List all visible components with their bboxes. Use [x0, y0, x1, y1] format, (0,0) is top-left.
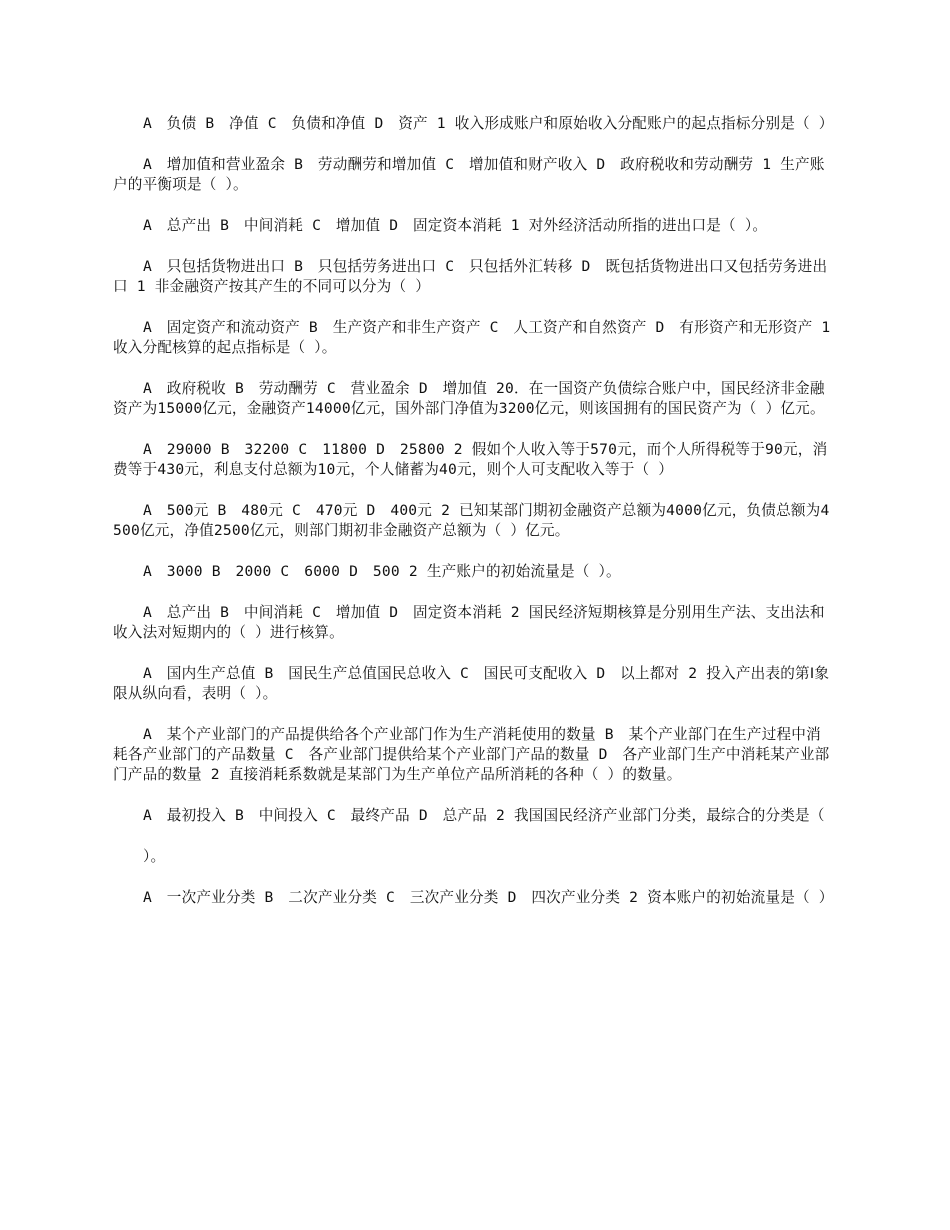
question-paragraph-6: A 政府税收 B 劳动酬劳 C 营业盈余 D 增加值 20．在一国资产负债综合账户中，国民经济非金融资产为15000亿元，金融资产14000亿元，国外部门净值为3200亿元，则该国拥有的国民资产为（ ）亿元。: [113, 380, 825, 417]
question-paragraph-9: A 3000 B 2000 C 6000 D 500 2 生产账户的初始流量是（ ）。: [143, 563, 621, 580]
question-paragraph-4: A 只包括货物进出口 B 只包括劳务进出口 C 只包括外汇转移 D 既包括货物进出口又包括劳务进出口 1 非金融资产按其产生的不同可以分为（ ）: [113, 258, 828, 295]
question-paragraph-12: A 某个产业部门的产品提供给各个产业部门作为生产消耗使用的数量 B 某个产业部门在生产过程中消耗各产业部门的产品数量 C 各产业部门提供给某个产业部门产品的数量 D 各产业部门生产中消耗某产业部门产品的数量 2 直接消耗系数就是某部门为生产单位产品所消耗的各种（ ）的数量。: [113, 726, 830, 783]
question-paragraph-3: A 总产出 B 中间消耗 C 增加值 D 固定资本消耗 1 对外经济活动所指的进出口是（ ）。: [143, 217, 768, 234]
document-body: [113, 114, 833, 929]
question-paragraph-5: A 固定资产和流动资产 B 生产资产和非生产资产 C 人工资产和自然资产 D 有形资产和无形资产 1 收入分配核算的起点指标是（ ）。: [113, 319, 831, 356]
question-paragraph-7: A 29000 B 32200 C 11800 D 25800 2 假如个人收入等于570元，而个人所得税等于90元，消费等于430元，利息支付总额为10元，个人储蓄为40元，则个人可支配收入等于（ ）: [113, 441, 828, 478]
question-paragraph-2: A 增加值和营业盈余 B 劳动酬劳和增加值 C 增加值和财产收入 D 政府税收和劳动酬劳 1 生产账户的平衡项是（ ）。: [113, 156, 825, 193]
question-paragraph-13: A 最初投入 B 中间投入 C 最终产品 D 总产品 2 我国国民经济产业部门分类，最综合的分类是（: [143, 807, 825, 824]
question-paragraph-11: A 国内生产总值 B 国民生产总值国民总收入 C 国民可支配收入 D 以上都对 2 投入产出表的第Ⅰ象限从纵向看，表明（ ）。: [113, 665, 830, 702]
question-paragraph-1: A 负债 B 净值 C 负债和净值 D 资产 1 收入形成账户和原始收入分配账户的起点指标分别是（ ）: [143, 115, 834, 132]
question-paragraph-14: ）。: [143, 848, 166, 865]
question-paragraph-8: A 500元 B 480元 C 470元 D 400元 2 已知某部门期初金融资产总额为4000亿元，负债总额为4500亿元，净值2500亿元，则部门期初非金融资产总额为（ ）亿元。: [113, 502, 830, 539]
question-paragraph-15: A 一次产业分类 B 二次产业分类 C 三次产业分类 D 四次产业分类 2 资本账户的初始流量是（ ）: [143, 889, 834, 906]
question-paragraph-10: A 总产出 B 中间消耗 C 增加值 D 固定资本消耗 2 国民经济短期核算是分别用生产法、支出法和收入法对短期内的（ ）进行核算。: [113, 604, 825, 641]
